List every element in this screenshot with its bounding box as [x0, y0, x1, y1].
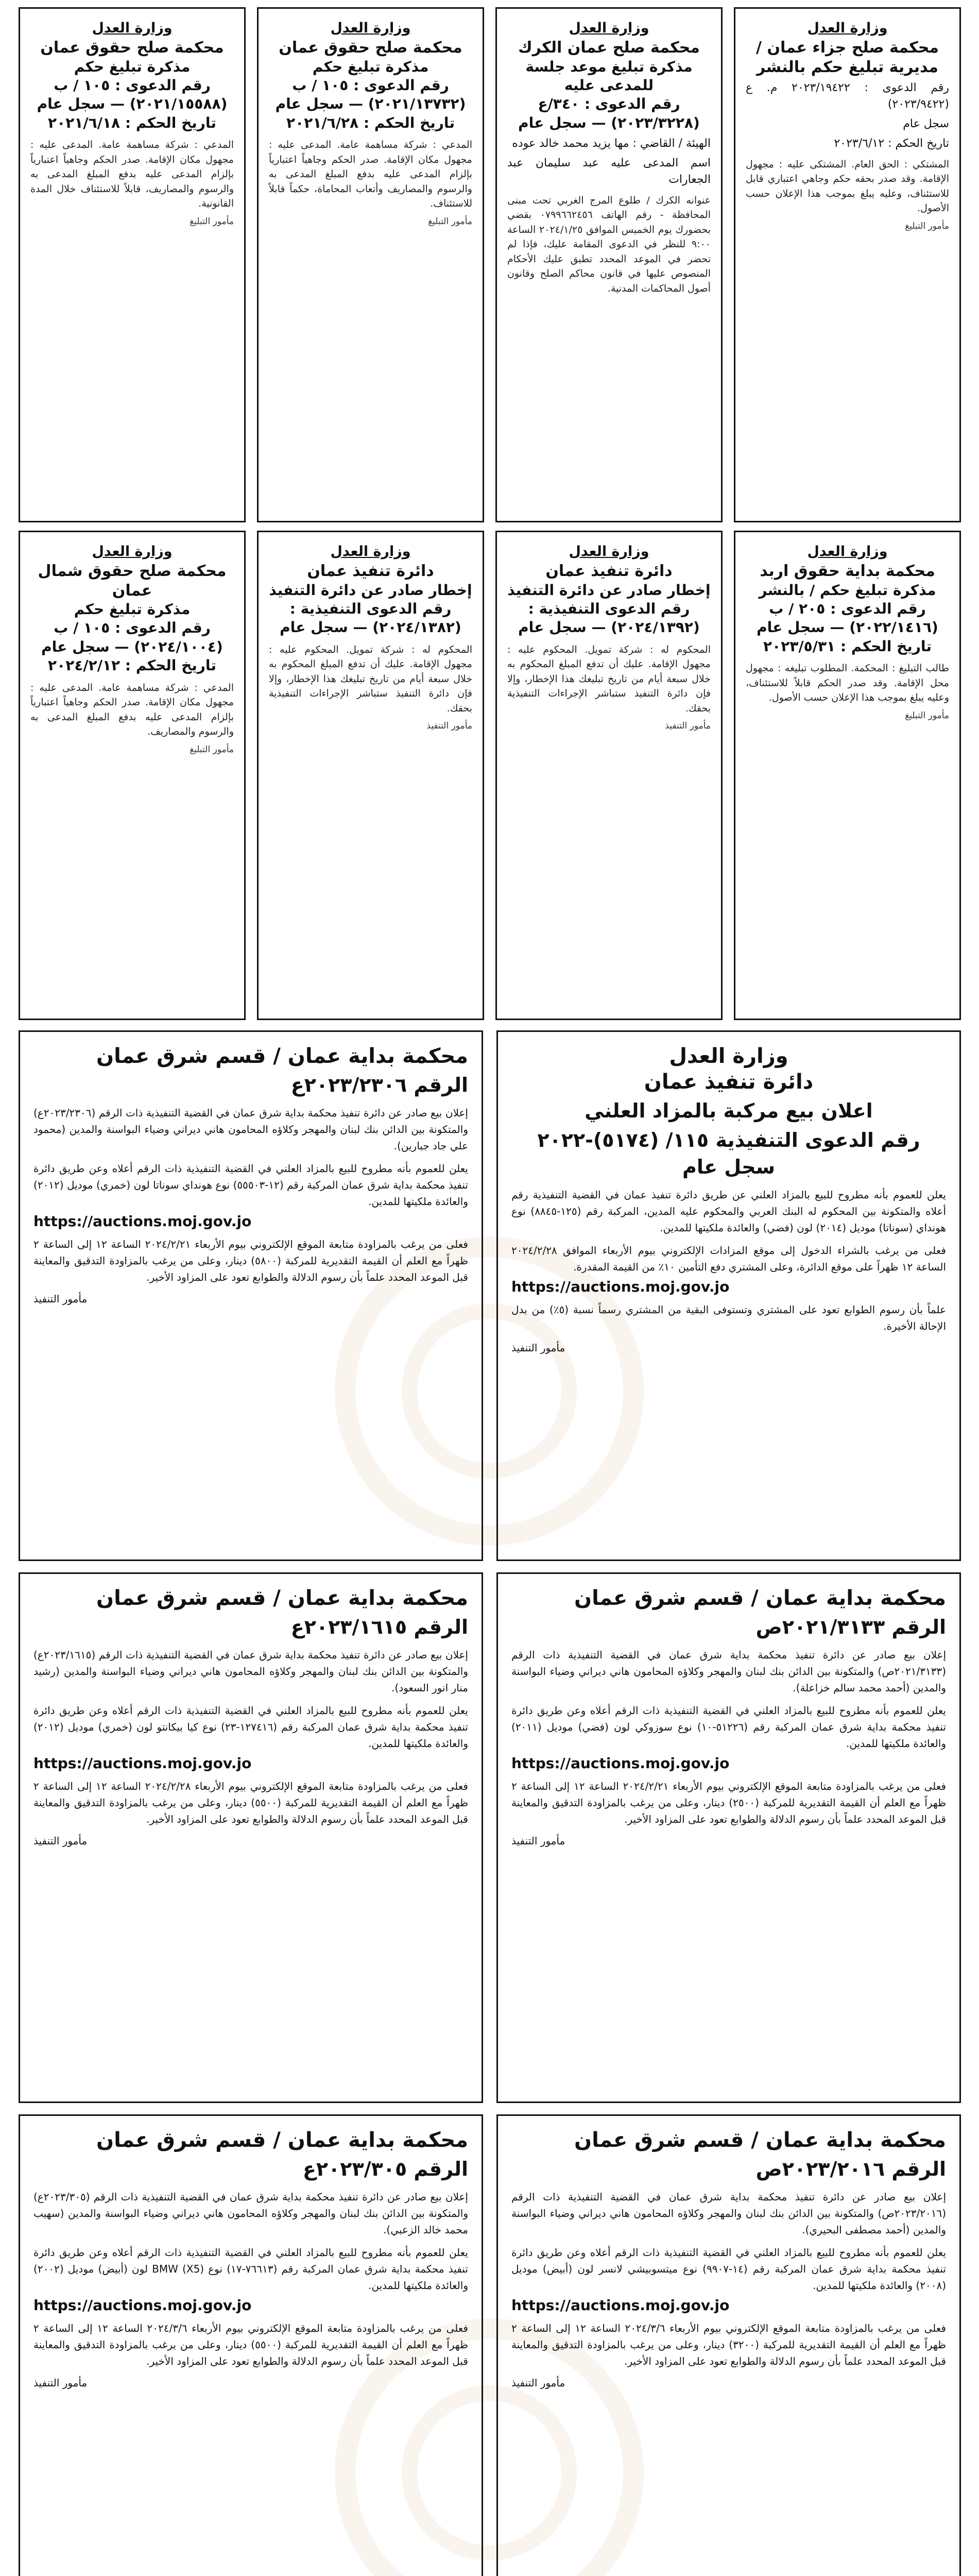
notice-case-number: رقم الدعوى التنفيذية ١١٥/ (٥١٧٤)-٢٠٢٢ سجل عام: [537, 1129, 920, 1178]
notice-paragraph: فعلى من يرغب بالمزاودة متابعة الموقع الإلكتروني بيوم الأربعاء ٢٠٢٤/٣/٦ الساعة ١٢ إلى الساعة ٢ ظهراً مع العلم أن القيمة التقديرية للمركبة (٥٥٠٠) دينار، وعلى من يرغب بالمزاودة التدقيق والمعاينة قبل الموعد المحدد علماً بأن رسوم الدلالة والطوابع تعود على المزاود الأخير.: [33, 2322, 468, 2368]
court-name: دائرة تنفيذ عمان: [545, 562, 673, 580]
auction-notice: [19, 1030, 483, 1561]
notice-paragraph: إعلان بيع صادر عن دائرة تنفيذ محكمة بداية شرق عمان في القضية التنفيذية ذات الرقم (٢٠٢٣/١٦١٥ع) والمتكونة بين الدائن بنك لبنان والمهجر وكلاؤه المحامون هاني ديراني وضياء البواسنة والمدين (رشيد منار انور السعود).: [33, 1649, 468, 1694]
notice-paragraph: إعلان بيع صادر عن دائرة تنفيذ محكمة بداية شرق عمان في القضية التنفيذية ذات الرقم (٢٠٢٣/٢٣٠٦ع) والمتكونة بين الدائن بنك لبنان والمهجر وكلاؤه المحامون هاني ديراني وضياء البواسنة والمدين (محمود علي جاد جبارين).: [33, 1107, 468, 1153]
auction-notice: [496, 2114, 961, 2576]
memo-title: مذكرة تبليغ حكم: [312, 58, 429, 75]
ministry-heading: وزارة العدل: [807, 544, 888, 560]
notice-body: المحكوم له : شركة تمويل. المحكوم عليه : مجهول الإقامة. عليك أن تدفع المبلغ المحكوم به خلال سبعة أيام من تاريخ تبليغك هذا الإخطار، وإلا فإن دائرة التنفيذ ستباشر الإجراءات التنفيذية بحقك.: [269, 643, 472, 714]
year-line: (٢٠٢٤/١٣٩٢) — سجل عام: [518, 619, 700, 636]
court-name: محكمة صلح جزاء عمان / مديرية تبليغ حكم بالنشر: [756, 39, 939, 76]
case-number: رقم الدعوى : ١٠٥ / ب: [292, 76, 449, 94]
notice-column: [257, 7, 484, 522]
case-number: رقم الدعوى : ١٠٥ / ب: [54, 76, 211, 94]
notice-paragraph: فعلى من يرغب بالمزاودة متابعة الموقع الإلكتروني بيوم الأربعاء ٢٠٢٤/٣/٦ الساعة ١٢ إلى الساعة ٢ ظهراً مع العلم أن القيمة التقديرية للمركبة (٣٢٠٠) دينار، وعلى من يرغب بالمزاودة التدقيق والمعاينة قبل الموعد المحدد علماً بأن رسوم الدلالة والطوابع تعود على المزاود الأخير.: [511, 2322, 946, 2368]
court-name: محكمة صلح حقوق شمال عمان: [38, 562, 227, 600]
notice-paragraph: إعلان بيع صادر عن دائرة تنفيذ محكمة بداية شرق عمان في القضية التنفيذية ذات الرقم (٢٠٢٣/٣٠٥ع) والمتكونة بين الدائن بنك لبنان والمهجر وكلاؤه المحامون هاني ديراني وضياء البواسنة والمدين (سهيب محمد خالد الزعبي).: [33, 2191, 468, 2236]
ministry-heading: وزارة العدل: [330, 544, 411, 560]
case-number: رقم الدعوى : ٢٠٢٣/١٩٤٢٢ م. ع (٢٠٢٣/٩٤٢٢): [746, 81, 949, 111]
notice-paragraph: يعلن للعموم بأنه مطروح للبيع بالمزاد العلني عن طريق دائرة تنفيذ عمان في القضية التنفيذية رقم أعلاه والمتكونة بين المحكوم له البنك العربي والمحكوم عليه المدين، المركبة رقم (١٢٥-٨٨٤٥) نوع هونداي (سوناتا) موديل (٢٠١٤) لون (فضي) والعائدة ملكيتها للمدين.: [511, 1188, 946, 1234]
court-name: دائرة تنفيذ عمان: [307, 562, 434, 580]
notice-paragraph: فعلى من يرغب بالمزاودة متابعة الموقع الإلكتروني بيوم الأربعاء ٢٠٢٤/٢/٢٨ الساعة ١٢ إلى الساعة ٢ ظهراً مع العلم أن القيمة التقديرية للمركبة (٥٥٠٠) دينار، وعلى من يرغب بالمزاودة التدقيق والمعاينة قبل الموعد المحدد علماً بأن رسوم الدلالة والطوابع تعود على المزاود الأخير.: [33, 1780, 468, 1826]
notice-body: عنوانه الكرك / طلوع المرج الغربي تحت مبنى المحافظة - رقم الهاتف ٠٧٩٩٦٦٢٤٥٦ بقضي بحضورك يوم الخميس الموافق ٢٠٢٤/١/٢٥ الساعة ٩:٠٠ للنظر في الدعوى المقامة عليك، فإذا لم تحضر في الموعد المحدد تطبق عليك الأحكام المنصوص عليها في قانون محاكم الصلح وقانون أصول المحاكمات المدنية.: [507, 194, 711, 294]
memo-title: مذكرة تبليغ موعد جلسة للمدعى عليه: [525, 58, 693, 94]
notice-court: محكمة بداية عمان / قسم شرق عمان: [96, 1586, 468, 1610]
notice-case-number: الرقم ٢٠٢١/٣١٣٣ص: [755, 1616, 946, 1638]
judgment-date: تاريخ الحكم : ٢٠٢١/٦/١٨: [48, 114, 216, 131]
notice-case-number: الرقم ٢٠٢٣/١٦١٥ع: [290, 1616, 468, 1638]
auction-notices-grid: [19, 1030, 961, 2576]
case-number: رقم الدعوى : ١٠٥ / ب: [54, 619, 211, 637]
notice-column: [734, 531, 961, 1020]
notice-paragraph: فعلى من يرغب بالمزاودة متابعة الموقع الإلكتروني بيوم الأربعاء ٢٠٢٤/٢/٢١ الساعة ١٢ إلى الساعة ٢ ظهراً مع العلم أن القيمة التقديرية للمركبة (٢٥٠٠) دينار، وعلى من يرغب بالمزاودة التدقيق والمعاينة قبل الموعد المحدد علماً بأن رسوم الدلالة والطوابع تعود على المزاود الأخير.: [511, 1780, 946, 1826]
notice-court: محكمة بداية عمان / قسم شرق عمان: [574, 1586, 946, 1610]
notice-body: طالب التبليغ : المحكمة. المطلوب تبليغه : مجهول محل الإقامة. وقد صدر الحكم قابلاً للاستئناف، وعليه يبلغ بموجب هذا الإعلان حسب الأصول.: [746, 663, 949, 704]
year-line: (٢٠٢٤/١٠٠٤) — سجل عام: [41, 638, 223, 655]
notice-paragraph: يعلن للعموم بأنه مطروح للبيع بالمزاد العلني في القضية التنفيذية ذات الرقم أعلاه وعن طريق دائرة تنفيذ محكمة بداية شرق عمان المركبة رقم (١٤-٩٩٠٧) نوع ميتسوبيشي لانسر لون (أبيض) موديل (٢٠٠٨) والعائدة ملكيتها للمدين.: [511, 2246, 946, 2292]
notice-footer: مأمور التبليغ: [428, 216, 472, 227]
judgment-date: تاريخ الحكم : ٢٠٢٣/٦/١٢: [834, 137, 949, 150]
notice-paragraph: يعلن للعموم بأنه مطروح للبيع بالمزاد العلني في القضية التنفيذية ذات الرقم أعلاه وعن طريق دائرة تنفيذ محكمة بداية شرق عمان المركبة رقم (٧٦٦١٣-١٧) نوع BMW (X5) لون (أبيض) موديل (٢٠٠٢) والعائدة ملكيتها للمدين.: [33, 2246, 468, 2292]
notice-paragraph: يعلن للعموم بأنه مطروح للبيع بالمزاد العلني في القضية التنفيذية ذات الرقم أعلاه وعن طريق دائرة تنفيذ محكمة بداية شرق عمان المركبة رقم (١٢٧٤١٦-٢٣) نوع كيا بيكانتو لون (خمري) موديل (٢٠١٢) والعائدة ملكيتها للمدين.: [33, 1704, 468, 1750]
case-number: رقم الدعوى : ٣٤٠/ع (٢٠٢٣/٣٢٢٨) — سجل عام: [518, 95, 700, 131]
auction-notice: [19, 1572, 483, 2103]
notice-case-number: الرقم ٢٠٢٣/٣٠٥ع: [302, 2158, 468, 2180]
officer-signature: مأمور التنفيذ: [33, 2377, 88, 2389]
officer-signature: مأمور التنفيذ: [33, 1293, 88, 1306]
notice-paragraph: إعلان بيع صادر عن دائرة تنفيذ محكمة بداية شرق عمان في القضية التنفيذية ذات الرقم (٢٠٢٣/٢٠١٦ص) والمتكونة بين الدائن بنك لبنان والمهجر وكلاؤه المحامون هاني ديراني وضياء البواسنة والمدين (أحمد مصطفى البحيري).: [511, 2191, 946, 2236]
notice-department: دائرة تنفيذ عمان: [644, 1070, 814, 1094]
judgment-date: تاريخ الحكم : ٢٠٢٤/٢/١٢: [48, 657, 216, 674]
case-number: رقم الدعوى التنفيذية :: [289, 600, 452, 617]
notice-body: المدعي : شركة مساهمة عامة. المدعى عليه : مجهول مكان الإقامة. صدر الحكم وجاهياً اعتبارياً بإلزام المدعى عليه بدفع المبلغ المدعى به والرسوم والمصاريف وأتعاب المحاماة، حكماً قابلاً للاستئناف.: [269, 139, 472, 210]
auction-link[interactable]: https://auctions.moj.gov.jo: [511, 1755, 730, 1772]
notice-body: المدعي : شركة مساهمة عامة. المدعى عليه : مجهول مكان الإقامة. صدر الحكم وجاهياً اعتبارياً بإلزام المدعى عليه بدفع المبلغ المدعى به والرسوم والمصاريف.: [30, 682, 234, 738]
notice-paragraph: فعلى من يرغب بالمزاودة متابعة الموقع الإلكتروني بيوم الأربعاء ٢٠٢٤/٢/٢١ الساعة ١٢ إلى الساعة ٢ ظهراً مع العلم أن القيمة التقديرية للمركبة (٥٨٠٠) دينار، وعلى من يرغب بالمزاودة التدقيق والمعاينة قبل الموعد المحدد علماً بأن رسوم الدلالة والطوابع تعود على المزاود الأخير.: [33, 1238, 468, 1284]
year-line: (٢٠٢١/١٣٧٣٢) — سجل عام: [275, 95, 466, 113]
auction-notice: [496, 1572, 961, 2103]
auction-link[interactable]: https://auctions.moj.gov.jo: [511, 1278, 730, 1295]
memo-title: مذكرة تبليغ حكم: [74, 601, 191, 618]
auction-link[interactable]: https://auctions.moj.gov.jo: [33, 2297, 252, 2314]
ministry-heading: وزارة العدل: [569, 544, 649, 560]
notice-court: محكمة بداية عمان / قسم شرق عمان: [96, 1044, 468, 1068]
notice-column: [257, 531, 484, 1020]
ministry-heading: وزارة العدل: [92, 20, 173, 36]
notice-footer: مأمور التنفيذ: [665, 721, 711, 732]
notice-column: [734, 7, 961, 522]
notice-paragraph: يعلن للعموم بأنه مطروح للبيع بالمزاد العلني في القضية التنفيذية ذات الرقم أعلاه وعن طريق دائرة تنفيذ محكمة بداية شرق عمان المركبة رقم (٥١٢٢٦-١٠) نوع سوزوكي لون (فضي) موديل (٢٠١١) والعائدة ملكيتها للمدين.: [511, 1704, 946, 1750]
case-number: رقم الدعوى التنفيذية :: [528, 600, 690, 617]
officer-signature: مأمور التنفيذ: [511, 1341, 565, 1354]
notice-column: [19, 531, 246, 1020]
court-name: محكمة بداية حقوق اربد: [760, 562, 935, 580]
judgment-date: تاريخ الحكم : ٢٠٢٣/٥/٣١: [763, 637, 932, 655]
notice-body: المحكوم له : شركة تمويل. المحكوم عليه : مجهول الإقامة. عليك أن تدفع المبلغ المحكوم به خلال سبعة أيام من تاريخ تبليغك هذا الإخطار، وإلا فإن دائرة التنفيذ ستباشر الإجراءات التنفيذية بحقك.: [507, 643, 711, 714]
notice-footer: مأمور التبليغ: [190, 216, 234, 227]
memo-title: إخطار صادر عن دائرة التنفيذ: [269, 581, 472, 599]
year-line: (٢٠٢٤/١٣٨٢) — سجل عام: [280, 619, 461, 636]
court-name: محكمة صلح حقوق عمان: [279, 39, 462, 57]
notice-footer: مأمور التبليغ: [190, 744, 234, 755]
notice-case-number: الرقم ٢٠٢٣/٢٠١٦ص: [755, 2158, 946, 2180]
memo-title: مذكرة تبليغ حكم: [74, 58, 191, 75]
officer-signature: مأمور التنفيذ: [33, 1835, 88, 1848]
officer-signature: مأمور التنفيذ: [511, 1835, 565, 1848]
notice-column: [495, 7, 723, 522]
memo-title: إخطار صادر عن دائرة التنفيذ: [507, 581, 711, 599]
auction-link[interactable]: https://auctions.moj.gov.jo: [33, 1213, 252, 1230]
defendant-name: اسم المدعى عليه عبد سليمان عبد الجعارات: [507, 156, 711, 186]
notice-paragraph: فعلى من يرغب بالشراء الدخول إلى موقع المزادات الإلكتروني بيوم الأربعاء الموافق ٢٠٢٤/٢/٢٨ الساعة ١٢ ظهراً على موقع الدائرة، وعلى المشتري دفع التأمين ١٠٪ من القيمة المقدرة.: [511, 1244, 946, 1273]
auction-link[interactable]: https://auctions.moj.gov.jo: [33, 1755, 252, 1772]
case-number: رقم الدعوى : ٢٠٥ / ب: [769, 600, 926, 617]
notice-paragraph: علماً بأن رسوم الطوابع تعود على المشتري وتستوفى البقية من المشتري رسماً نسبة (٥٪) من بدل الإحالة الأخيرة.: [511, 1303, 946, 1332]
notice-body: المدعي : شركة مساهمة عامة. المدعى عليه : مجهول مكان الإقامة. صدر الحكم وجاهياً اعتبارياً بإلزام المدعى عليه بدفع المبلغ المدعى به والرسوم والمصاريف، قابلاً للاستئناف خلال المدة القانونية.: [30, 139, 234, 210]
year-line: (٢٠٢٢/١٤١٦) — سجل عام: [757, 619, 938, 636]
ministry-heading: وزارة العدل: [92, 544, 173, 560]
notice-column: [19, 7, 246, 522]
notice-court: محكمة بداية عمان / قسم شرق عمان: [574, 2128, 946, 2152]
notice-column: [495, 531, 723, 1020]
auction-notice: [496, 1030, 961, 1561]
judgment-date: تاريخ الحكم : ٢٠٢١/٦/٢٨: [286, 114, 455, 131]
notice-court: محكمة بداية عمان / قسم شرق عمان: [96, 2128, 468, 2152]
auction-notice: [19, 2114, 483, 2576]
notice-footer: مأمور التبليغ: [905, 710, 949, 721]
notice-footer: مأمور التنفيذ: [426, 721, 472, 732]
auction-link[interactable]: https://auctions.moj.gov.jo: [511, 2297, 730, 2314]
notice-paragraph: يعلن للعموم بأنه مطروح للبيع بالمزاد العلني في القضية التنفيذية ذات الرقم أعلاه وعن طريق دائرة تنفيذ محكمة بداية شرق عمان المركبة رقم (١٢-٥٥٥٠٣) نوع هونداي سوناتا لون (خمري) موديل (٢٠١٢) والعائدة ملكيتها للمدين.: [33, 1162, 468, 1208]
top-notice-row: [19, 7, 961, 522]
officer-signature: مأمور التنفيذ: [511, 2377, 565, 2389]
notice-title: اعلان بيع مركبة بالمزاد العلني: [585, 1099, 873, 1122]
second-notice-row: [19, 531, 961, 1020]
year-line: سجل عام: [903, 117, 949, 130]
court-name: محكمة صلح حقوق عمان: [40, 39, 224, 57]
notice-ministry: وزارة العدل: [669, 1044, 788, 1068]
panel-line: الهيئة / القاضي : مها يزيد محمد خالد عوده: [512, 137, 711, 150]
notice-footer: مأمور التبليغ: [905, 221, 949, 231]
notice-body: المشتكي : الحق العام. المشتكى عليه : مجهول الإقامة. وقد صدر بحقه حكم وجاهي اعتباري قابل للاستئناف، وعليه يبلغ بموجب هذا الإعلان حسب الأصول.: [746, 158, 949, 214]
notice-paragraph: إعلان بيع صادر عن دائرة تنفيذ محكمة بداية شرق عمان في القضية التنفيذية ذات الرقم (٢٠٢١/٣١٣٣ص) والمتكونة بين الدائن بنك لبنان والمهجر وكلاؤه المحامون هاني ديراني وضياء البواسنة والمدين (أحمد محمد سالم خزاعلة).: [511, 1649, 946, 1694]
ministry-heading: وزارة العدل: [330, 20, 411, 36]
ministry-heading: وزارة العدل: [569, 20, 649, 36]
notice-case-number: الرقم ٢٠٢٣/٢٣٠٦ع: [290, 1074, 468, 1096]
court-name: محكمة صلح عمان الكرك: [518, 39, 700, 57]
memo-title: مذكرة تبليغ حكم / بالنشر: [759, 581, 936, 599]
ministry-heading: وزارة العدل: [807, 20, 888, 36]
year-line: (٢٠٢١/١٥٥٨٨) — سجل عام: [37, 95, 228, 113]
